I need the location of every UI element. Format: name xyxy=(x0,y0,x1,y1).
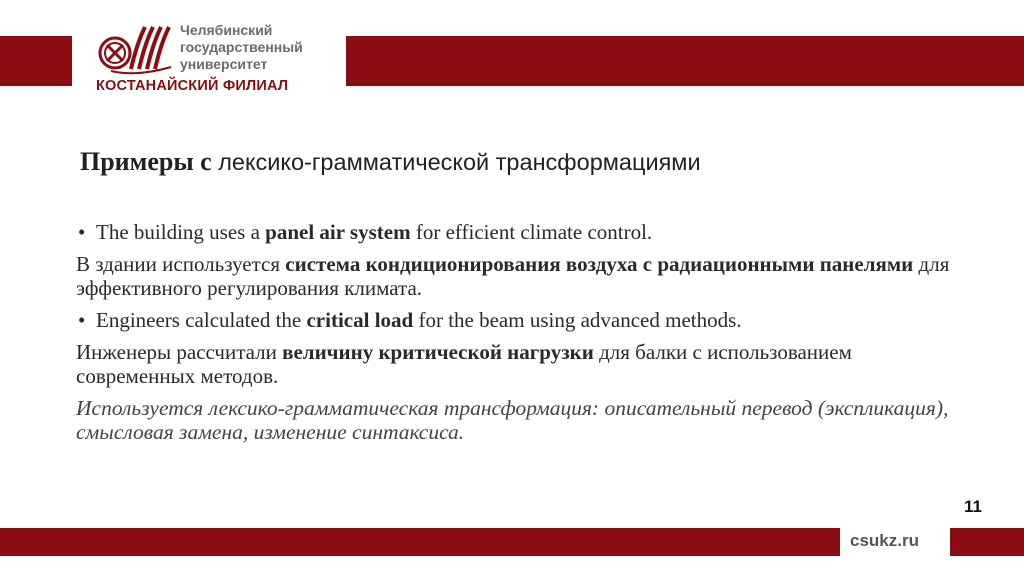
university-name-line: университет xyxy=(180,56,268,72)
text-run-bold: panel air system xyxy=(265,220,411,244)
text-run: для эффективного регулирования климата. xyxy=(76,252,950,300)
footer-band-left xyxy=(0,528,840,556)
slide-title-sans: лексико-грамматической трансформациями xyxy=(218,149,701,175)
header-band-right xyxy=(346,36,1024,86)
slide-title xyxy=(80,147,701,177)
text-run: Engineers calculated the xyxy=(96,308,307,332)
branch-name: КОСТАНАЙСКИЙ ФИЛИАЛ xyxy=(96,78,289,94)
header-band-left xyxy=(0,36,72,86)
slide-title-serif: Примеры с xyxy=(80,147,212,176)
text-run-bold: система кондиционирования воздуха с радиационными панелями xyxy=(285,252,914,276)
text-run: for efficient climate control. xyxy=(410,220,653,244)
site-link[interactable]: csukz.ru xyxy=(850,531,919,550)
text-run: for the beam using advanced methods. xyxy=(413,308,742,332)
text-run: В здании используется xyxy=(76,252,286,276)
page-number: 11 xyxy=(964,497,982,516)
bullet-item xyxy=(76,220,956,244)
university-name-line: государственный xyxy=(180,39,303,55)
bullet-dot: • xyxy=(78,308,86,332)
text-run: The building uses a xyxy=(96,220,266,244)
bullet-item xyxy=(76,308,956,332)
bullet-dot: • xyxy=(78,220,86,244)
text-run: Инженеры рассчитали xyxy=(76,340,283,364)
university-name-line: Челябинский xyxy=(180,22,273,38)
csu-logo-icon xyxy=(97,23,177,77)
footer-band-right xyxy=(950,528,1024,556)
translation-paragraph xyxy=(76,252,956,300)
slide-content xyxy=(76,220,956,444)
text-run: для балки с использованием современных методов. xyxy=(76,340,852,388)
translation-paragraph xyxy=(76,340,956,388)
university-name xyxy=(180,22,303,73)
text-run-bold: величину критической нагрузки xyxy=(282,340,594,364)
text-run-bold: critical load xyxy=(306,308,414,332)
transformation-note: Используется лексико-грамматическая трансформация: описательный перевод (экспликация), смысловая замена, изменение синтаксиса. xyxy=(76,396,949,444)
